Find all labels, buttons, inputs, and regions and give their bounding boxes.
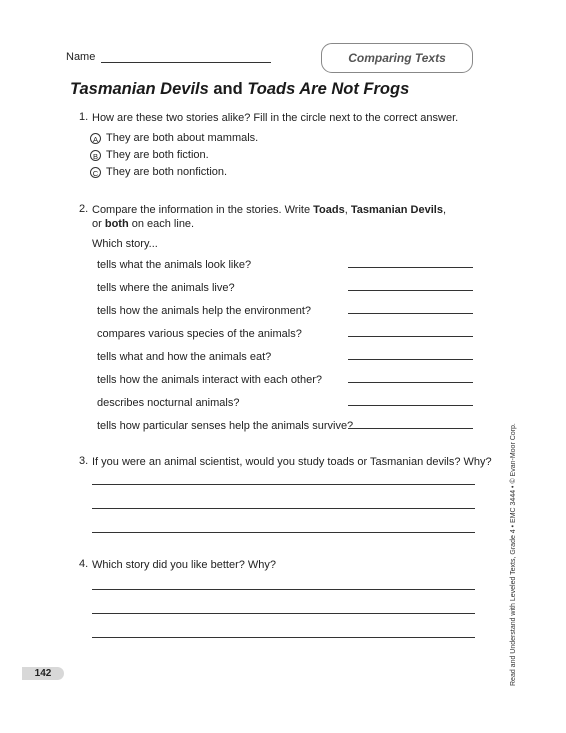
q1-prompt: How are these two stories alike? Fill in the circle next to the correct answer. xyxy=(92,112,459,124)
q2-answer-line-3[interactable] xyxy=(348,313,473,314)
q2-sep1: , xyxy=(344,204,351,216)
q2-lead: Which story... xyxy=(92,238,158,250)
q1-number: 1. xyxy=(79,111,89,123)
q2-row-5: tells what and how the animals eat? xyxy=(97,351,272,363)
q2-row-2: tells where the animals live? xyxy=(97,282,235,294)
title-part1: Tasmanian Devils xyxy=(70,80,209,98)
q2-prompt-text-2: or xyxy=(92,218,105,230)
q2-number: 2. xyxy=(79,203,89,215)
q1-option-a-text: They are both about mammals. xyxy=(106,132,259,144)
answer-circle-c: C xyxy=(90,167,101,178)
q4-answer-line-2[interactable] xyxy=(92,613,475,614)
q4-prompt: Which story did you like better? Why? xyxy=(92,559,277,571)
q2-row-6: tells how the animals interact with each other? xyxy=(97,374,323,386)
q2-bold-devils: Tasmanian Devils xyxy=(350,204,443,216)
publisher-credit: Read and Understand with Leveled Texts, Grade 4 • EMC 3444 • © Evan-Moor Corp. xyxy=(510,423,517,686)
q1-option-a xyxy=(90,132,258,144)
q1-option-b-text: They are both fiction. xyxy=(106,149,209,161)
q1-option-c-text: They are both nonfiction. xyxy=(106,166,228,178)
answer-circle-b: B xyxy=(90,150,101,161)
q2-prompt-text: Compare the information in the stories. Write xyxy=(92,204,314,216)
q1-option-c xyxy=(90,166,227,178)
q4-number: 4. xyxy=(79,558,89,570)
q2-answer-line-6[interactable] xyxy=(348,382,473,383)
q2-row-3: tells how the animals help the environment? xyxy=(97,305,312,317)
title-and: and xyxy=(208,80,248,98)
q2-row-4: compares various species of the animals? xyxy=(97,328,302,340)
q3-prompt: If you were an animal scientist, would you study toads or Tasmanian devils? Why? xyxy=(92,456,492,468)
q2-bold-both: both xyxy=(104,218,129,230)
q2-row-7: describes nocturnal animals? xyxy=(97,397,240,409)
q2-answer-line-7[interactable] xyxy=(348,405,473,406)
q2-answer-line-8[interactable] xyxy=(348,428,473,429)
q4-answer-line-1[interactable] xyxy=(92,589,475,590)
q2-answer-line-5[interactable] xyxy=(348,359,473,360)
q3-answer-line-1[interactable] xyxy=(92,484,475,485)
section-tab: Comparing Texts xyxy=(321,43,473,73)
q2-answer-line-1[interactable] xyxy=(348,267,473,268)
q3-number: 3. xyxy=(79,455,89,467)
q4-answer-line-3[interactable] xyxy=(92,637,475,638)
name-label: Name xyxy=(66,51,96,63)
name-line xyxy=(101,62,271,63)
answer-circle-a: A xyxy=(90,133,101,144)
q2-sep2: , xyxy=(442,204,447,216)
page-number: 142 xyxy=(22,667,64,680)
q2-prompt xyxy=(92,203,472,231)
title-part2: Toads Are Not Frogs xyxy=(247,80,410,98)
q2-answer-line-2[interactable] xyxy=(348,290,473,291)
q2-row-1: tells what the animals look like? xyxy=(97,259,252,271)
q2-row-8: tells how particular senses help the animals survive? xyxy=(97,420,354,432)
q1-option-b xyxy=(90,149,209,161)
q2-answer-line-4[interactable] xyxy=(348,336,473,337)
q2-bold-toads: Toads xyxy=(313,204,345,216)
page-title xyxy=(70,80,409,99)
q3-answer-line-2[interactable] xyxy=(92,508,475,509)
q3-answer-line-3[interactable] xyxy=(92,532,475,533)
q2-prompt-text-3: on each line. xyxy=(128,218,195,230)
